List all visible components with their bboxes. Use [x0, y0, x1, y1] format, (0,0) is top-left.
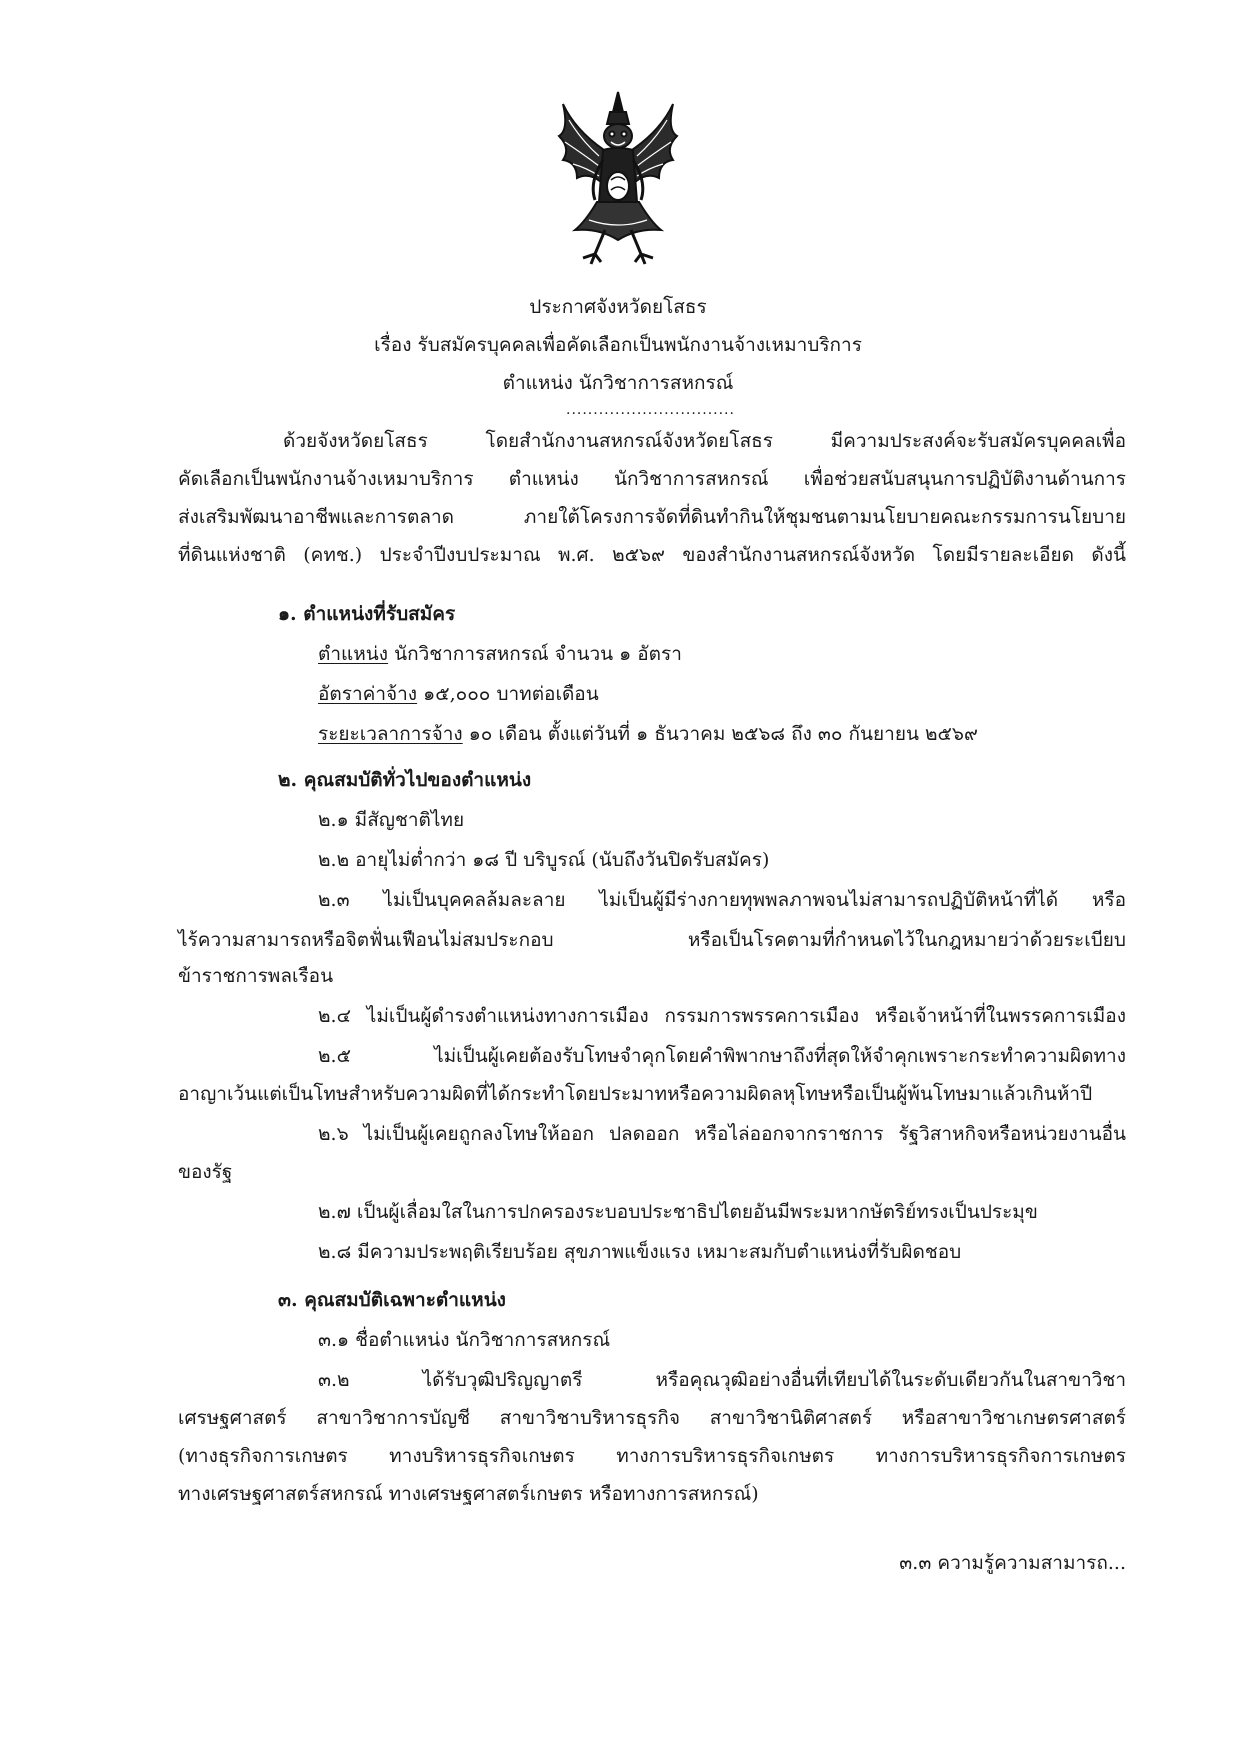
period-row — [318, 717, 978, 751]
qualification-item: ๒.๗ เป็นผู้เลื่อมใสในการปกครองระบอบประชาธิปไตยอันมีพระมหากษัตริย์ทรงเป็นประมุข — [318, 1201, 1038, 1223]
position-value: นักวิชาการสหกรณ์ จำนวน ๑ อัตรา — [388, 643, 682, 665]
announcement-subject: เรื่อง รับสมัครบุคคลเพื่อคัดเลือกเป็นพนักงานจ้างเหมาบริการ — [374, 334, 862, 356]
section-1-heading: ๑. ตำแหน่งที่รับสมัคร — [278, 603, 456, 625]
garuda-emblem-icon — [555, 90, 681, 266]
qualification-item-cont: ข้าราชการพลเรือน — [178, 965, 334, 987]
intro-line: คัดเลือกเป็นพนักงานจ้างเหมาบริการ ตำแหน่ง นักวิชาการสหกรณ์ เพื่อช่วยสนับสนุนการปฏิบัติงานด้านการ — [178, 468, 1126, 490]
position-label: ตำแหน่ง — [318, 643, 389, 665]
wage-row — [318, 677, 599, 711]
specific-qualification-cont: (ทางธุรกิจการเกษตร ทางบริหารธุรกิจเกษตร ทางการบริหารธุรกิจเกษตร ทางการบริหารธุรกิจการเกษตร — [178, 1445, 1126, 1467]
qualification-item-cont: ไร้ความสามารถหรือจิตฟั่นเฟือนไม่สมประกอบ หรือเป็นโรคตามที่กำหนดไว้ในกฎหมายว่าด้วยระเบียบ — [178, 929, 1126, 951]
qualification-item-cont: อาญาเว้นแต่เป็นโทษสำหรับความผิดที่ได้กระทำโดยประมาทหรือความผิดลหุโทษหรือเป็นผู้พ้นโทษมาแล้วเกินห้าปี — [178, 1083, 1093, 1105]
intro-line: ที่ดินแห่งชาติ (คทช.) ประจำปีงบประมาณ พ.ศ. ๒๕๖๙ ของสำนักงานสหกรณ์จังหวัด โดยมีรายละเอียด ดังนี้ — [178, 544, 1126, 566]
qualification-item: ๒.๓ ไม่เป็นบุคคลล้มละลาย ไม่เป็นผู้มีร่างกายทุพพลภาพจนไม่สามารถปฏิบัติหน้าที่ได้ หรือ — [318, 889, 1126, 911]
specific-qualification-cont: เศรษฐศาสตร์ สาขาวิชาการบัญชี สาขาวิชาบริหารธุรกิจ สาขาวิชานิติศาสตร์ หรือสาขาวิชาเกษตรศาสตร์ — [178, 1407, 1126, 1429]
announcement-position: ตำแหน่ง นักวิชาการสหกรณ์ — [502, 372, 734, 394]
qualification-item: ๒.๒ อายุไม่ต่ำกว่า ๑๘ ปี บริบูรณ์ (นับถึงวันปิดรับสมัคร) — [318, 849, 770, 871]
qualification-item: ๒.๕ ไม่เป็นผู้เคยต้องรับโทษจำคุกโดยคำพิพากษาถึงที่สุดให้จำคุกเพราะกระทำความผิดทาง — [318, 1045, 1126, 1067]
intro-line: ด้วยจังหวัดยโสธร โดยสำนักงานสหกรณ์จังหวัดยโสธร มีความประสงค์จะรับสมัครบุคคลเพื่อ — [283, 430, 1126, 452]
announcement-title: ประกาศจังหวัดยโสธร — [529, 296, 707, 318]
specific-qualification-item: ๓.๑ ชื่อตำแหน่ง นักวิชาการสหกรณ์ — [318, 1329, 611, 1351]
qualification-item: ๒.๑ มีสัญชาติไทย — [318, 809, 465, 831]
title-separator: ............................... — [566, 402, 735, 418]
continuation-note: ๓.๓ ความรู้ความสามารถ... — [899, 1552, 1126, 1574]
period-value: ๑๐ เดือน ตั้งแต่วันที่ ๑ ธันวาคม ๒๕๖๘ ถึง ๓๐ กันยายน ๒๕๖๙ — [462, 723, 978, 745]
specific-qualification-cont: ทางเศรษฐศาสตร์สหกรณ์ ทางเศรษฐศาสตร์เกษตร หรือทางการสหกรณ์) — [178, 1483, 759, 1505]
qualification-item: ๒.๖ ไม่เป็นผู้เคยถูกลงโทษให้ออก ปลดออก หรือไล่ออกจากราชการ รัฐวิสาหกิจหรือหน่วยงานอื่น — [318, 1123, 1126, 1145]
section-2-heading: ๒. คุณสมบัติทั่วไปของตำแหน่ง — [278, 769, 532, 791]
announcement-header — [0, 288, 1236, 402]
period-label: ระยะเวลาการจ้าง — [318, 723, 463, 745]
wage-label: อัตราค่าจ้าง — [318, 683, 418, 705]
qualification-item: ๒.๘ มีความประพฤติเรียบร้อย สุขภาพแข็งแรง เหมาะสมกับตำแหน่งที่รับผิดชอบ — [318, 1241, 962, 1263]
section-3-heading: ๓. คุณสมบัติเฉพาะตำแหน่ง — [278, 1289, 506, 1311]
intro-line: ส่งเสริมพัฒนาอาชีพและการตลาด ภายใต้โครงการจัดที่ดินทำกินให้ชุมชนตามนโยบายคณะกรรมการนโยบาย — [178, 506, 1126, 528]
wage-value: ๑๕,๐๐๐ บาทต่อเดือน — [417, 683, 599, 705]
position-row — [318, 637, 682, 671]
qualification-item-cont: ของรัฐ — [178, 1161, 233, 1183]
qualification-item: ๒.๔ ไม่เป็นผู้ดำรงตำแหน่งทางการเมือง กรรมการพรรคการเมือง หรือเจ้าหน้าที่ในพรรคการเมือง — [318, 1005, 1126, 1027]
specific-qualification-item: ๓.๒ ได้รับวุฒิปริญญาตรี หรือคุณวุฒิอย่างอื่นที่เทียบได้ในระดับเดียวกันในสาขาวิชา — [318, 1369, 1126, 1391]
